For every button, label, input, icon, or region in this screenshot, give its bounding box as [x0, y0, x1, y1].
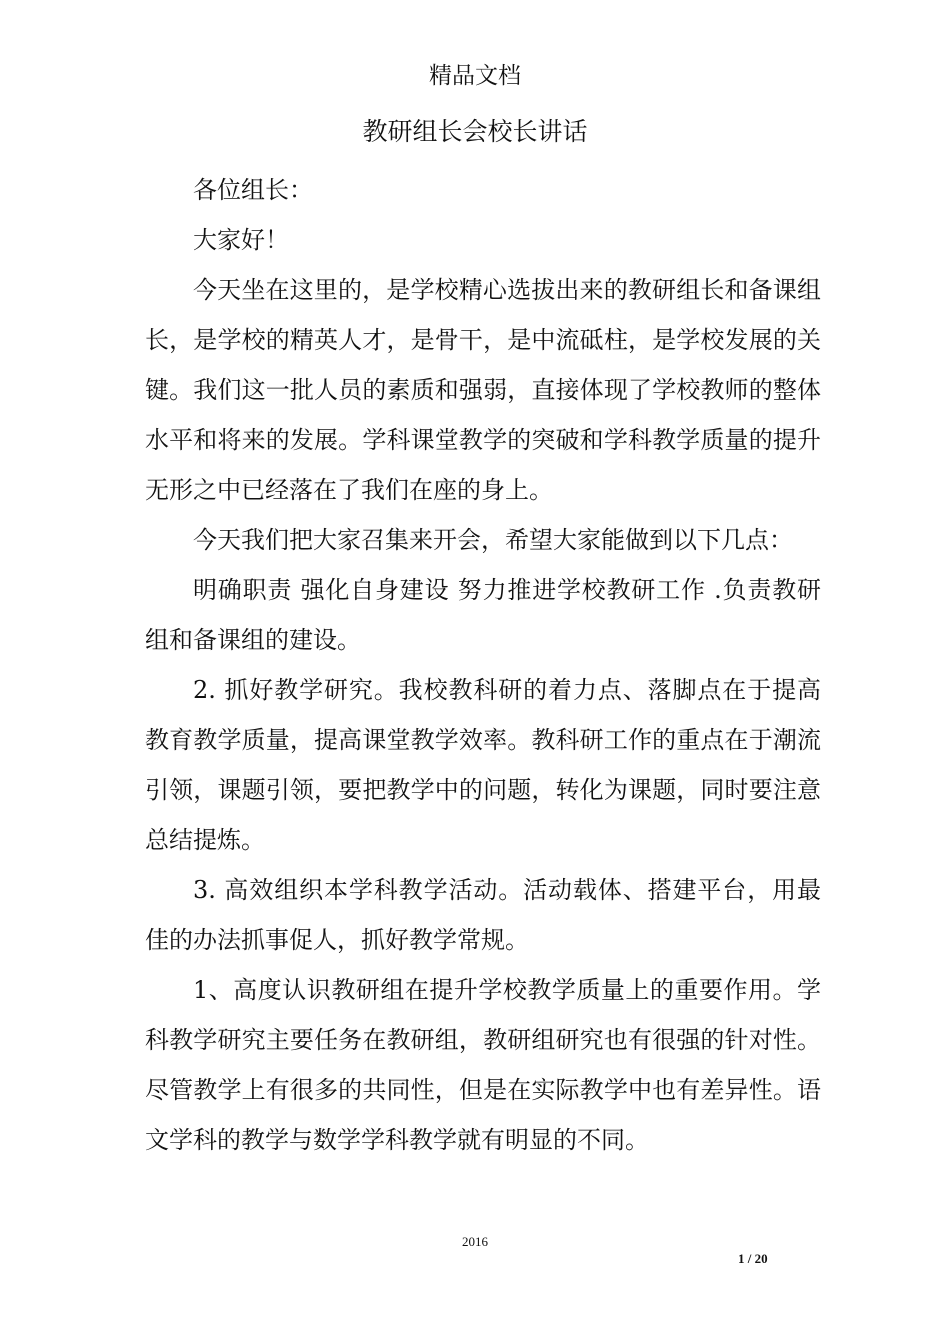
greeting-paragraph: 大家好！ — [193, 226, 289, 254]
document-header-label: 精品文档 — [429, 63, 521, 89]
salutation-paragraph: 各位组长： — [193, 176, 313, 204]
document-body — [145, 165, 821, 1165]
body-paragraph: 今天我们把大家召集来开会，希望大家能做到以下几点： — [193, 526, 793, 554]
body-paragraph: 1、高度认识教研组在提升学校教学质量上的重要作用。学科教学研究主要任务在教研组，教研组研究也有很强的针对性。尽管教学上有很多的共同性，但是在实际教学中也有差异性。语文学科的教学与数学学科教学就有明显的不同。 — [145, 976, 821, 1154]
body-paragraph: 2. 抓好教学研究。我校教科研的着力点、落脚点在于提高教育教学质量，提高课堂教学效率。教科研工作的重点在于潮流引领，课题引领，要把教学中的问题，转化为课题，同时要注意总结提炼。 — [145, 676, 821, 854]
body-paragraph: 明确职责 强化自身建设 努力推进学校教研工作 .负责教研组和备课组的建设。 — [145, 576, 821, 654]
footer-year: 2016 — [462, 1234, 488, 1249]
page-number: 1 / 20 — [738, 1251, 768, 1266]
body-paragraph: 3. 高效组织本学科教学活动。活动载体、搭建平台，用最佳的办法抓事促人，抓好教学常规。 — [145, 876, 821, 954]
body-paragraph: 今天坐在这里的，是学校精心选拔出来的教研组长和备课组长，是学校的精英人才，是骨干，是中流砥柱，是学校发展的关键。我们这一批人员的素质和强弱，直接体现了学校教师的整体水平和将来的发展。学科课堂教学的突破和学科教学质量的提升无形之中已经落在了我们在座的身上。 — [145, 276, 821, 504]
document-title: 教研组长会校长讲话 — [362, 117, 588, 146]
